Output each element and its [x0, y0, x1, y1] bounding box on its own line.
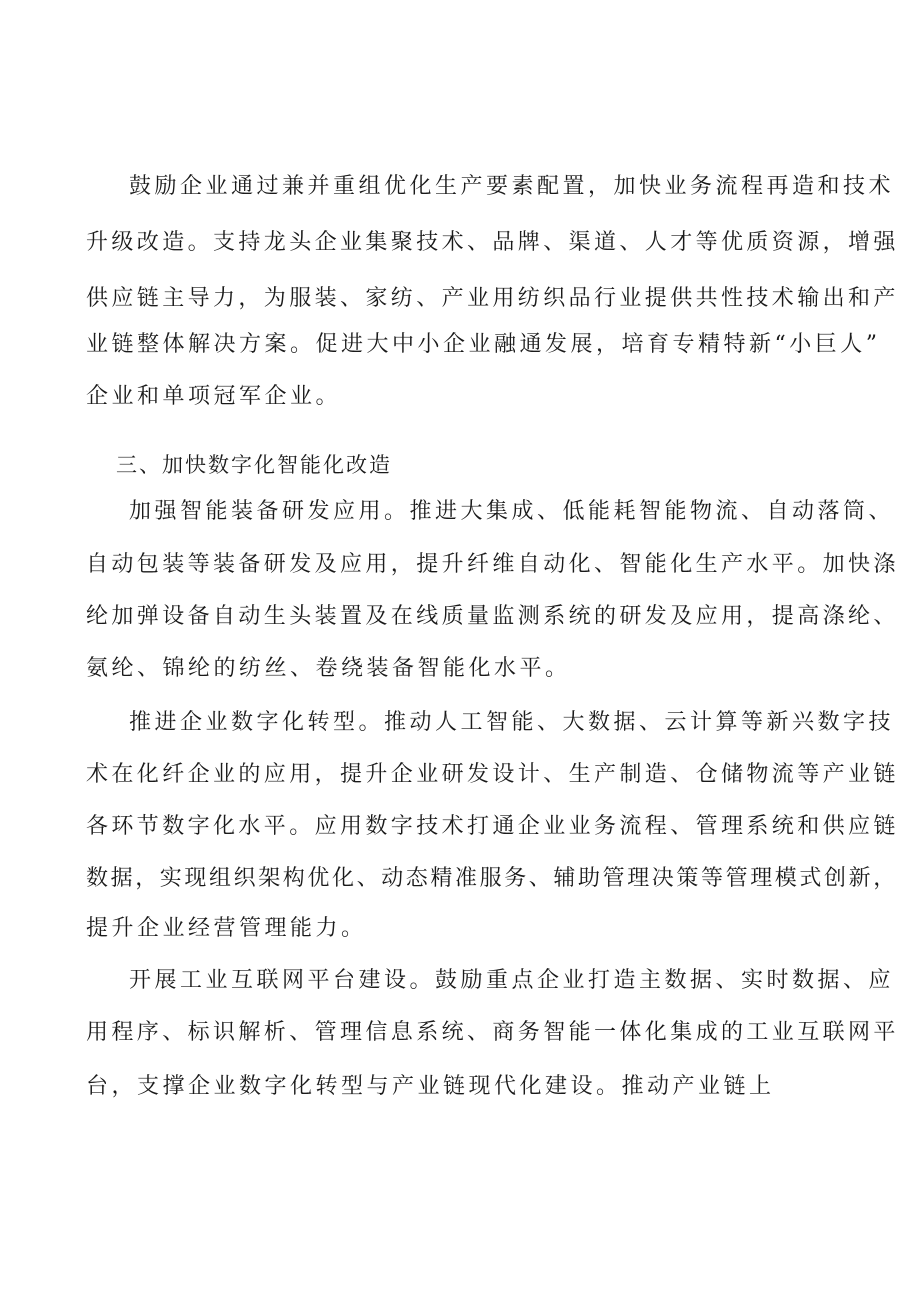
paragraph-2-line-3: 纶加弹设备自动生头装置及在线质量监测系统的研发及应用，提高涤纶、	[86, 604, 899, 629]
paragraph-2-line-4: 氨纶、锦纶的纺丝、卷绕装备智能化水平。	[86, 656, 571, 681]
paragraph-3-line-4: 数据，实现组织架构优化、动态精准服务、辅助管理决策等管理模式创新，	[86, 866, 898, 891]
paragraph-1-line-2: 升级改造。支持龙头企业集聚技术、品牌、渠道、人才等优质资源，增强	[86, 230, 899, 255]
paragraph-2-line-2: 自动包装等装备研发及应用，提升纤维自动化、智能化生产水平。加快涤	[86, 552, 899, 577]
paragraph-4-line-1: 开展工业互联网平台建设。鼓励重点企业打造主数据、实时数据、应	[129, 968, 895, 993]
paragraph-3-line-3: 各环节数字化水平。应用数字技术打通企业业务流程、管理系统和供应链	[86, 814, 899, 839]
paragraph-1-line-5: 企业和单项冠军企业。	[86, 384, 342, 409]
paragraph-1-line-3: 供应链主导力，为服装、家纺、产业用纺织品行业提供共性技术输出和产	[86, 286, 899, 311]
paragraph-1-line-1: 鼓励企业通过兼并重组优化生产要素配置，加快业务流程再造和技术	[129, 174, 895, 199]
section-heading: 三、加快数字化智能化改造	[116, 453, 392, 477]
paragraph-2-line-1: 加强智能装备研发应用。推进大集成、低能耗智能物流、自动落筒、	[129, 499, 895, 524]
paragraph-3-line-2: 术在化纤企业的应用，提升企业研发设计、生产制造、仓储物流等产业链	[86, 762, 899, 787]
paragraph-4-line-3: 台，支撑企业数字化转型与产业链现代化建设。推动产业链上	[86, 1074, 775, 1099]
paragraph-3-line-1: 推进企业数字化转型。推动人工智能、大数据、云计算等新兴数字技	[129, 710, 895, 735]
paragraph-1-line-4: 业链整体解决方案。促进大中小企业融通发展，培育专精特新“小巨人”	[86, 332, 881, 357]
paragraph-3-line-5: 提升企业经营管理能力。	[86, 916, 367, 941]
paragraph-4-line-2: 用程序、标识解析、管理信息系统、商务智能一体化集成的工业互联网平	[86, 1020, 899, 1045]
